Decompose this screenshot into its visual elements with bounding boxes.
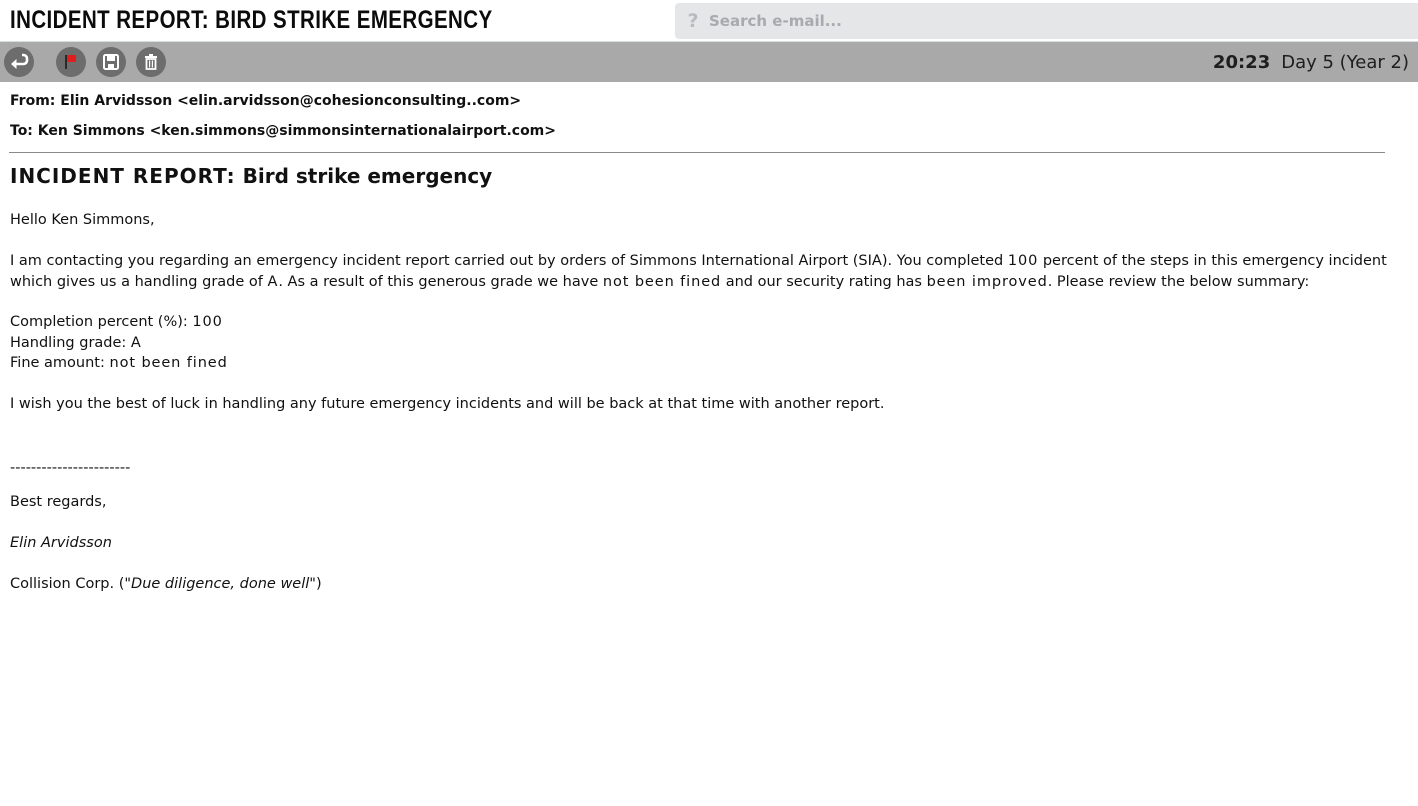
clock-time: 20:23	[1212, 51, 1271, 73]
grade-label: Handling grade:	[10, 335, 131, 351]
completion-value: 100	[192, 314, 223, 330]
summary-grade	[10, 333, 1395, 354]
p1-text-c: . As a result of this generous grade we have	[278, 273, 603, 290]
reply-icon	[9, 52, 29, 72]
summary-fine	[10, 353, 1395, 374]
signature-separator: -----------------------	[10, 460, 131, 476]
toolbar	[0, 42, 1418, 82]
from-line: From: Elin Arvidsson <elin.arvidsson@cohesionconsulting..com>	[10, 93, 522, 109]
delete-button[interactable]	[136, 47, 166, 77]
p1-text-b: percent of the steps in this emergency incident which gives us a handling grade of	[10, 253, 1387, 290]
save-icon	[102, 53, 120, 71]
p1-fine: not been fined	[602, 273, 722, 290]
p1-rating: been improved	[926, 273, 1048, 290]
fine-value: not been fined	[109, 355, 228, 371]
clock-day: Day 5 (Year 2)	[1281, 51, 1409, 73]
flag-button[interactable]	[56, 47, 86, 77]
flag-icon	[62, 53, 80, 71]
p1-text-d: and our security rating has	[721, 273, 927, 290]
help-icon: ?	[687, 10, 699, 32]
search-input[interactable]	[707, 11, 1311, 31]
grade-value: A	[130, 335, 142, 351]
p1-percent: 100	[1007, 253, 1039, 269]
greeting: Hello Ken Simmons,	[10, 212, 155, 228]
reply-button[interactable]	[4, 47, 34, 77]
window-title: INCIDENT REPORT: BIRD STRIKE EMERGENCY	[10, 6, 493, 34]
p1-text-a: I am contacting you regarding an emergency incident report carried out by orders of Simmons International Airport (SIA). You completed	[10, 253, 1008, 269]
title-bar	[0, 0, 1418, 42]
signature-name: Elin Arvidsson	[10, 535, 112, 551]
game-clock	[1213, 42, 1409, 82]
regards: Best regards,	[10, 494, 107, 510]
company-end: )	[315, 576, 322, 592]
company-name: Collision Corp. (	[10, 576, 125, 592]
subject-text: Bird strike emergency	[235, 164, 493, 188]
completion-label: Completion percent (%):	[10, 314, 193, 330]
company-motto: "Due diligence, done well"	[124, 576, 316, 592]
closing-line: I wish you the best of luck in handling any future emergency incidents and will be back at that time with another report.	[10, 396, 885, 412]
p1-text-e: . Please review the below summary:	[1047, 273, 1310, 290]
email-subject	[10, 164, 492, 188]
p1-grade: A	[267, 273, 279, 290]
header-divider	[9, 152, 1385, 153]
company-line	[10, 574, 1395, 595]
search-bar[interactable]	[675, 3, 1418, 39]
subject-prefix: INCIDENT REPORT:	[10, 164, 236, 188]
paragraph-main	[10, 251, 1395, 292]
trash-icon	[142, 53, 160, 71]
to-line: To: Ken Simmons <ken.simmons@simmonsinternationalairport.com>	[10, 123, 556, 139]
save-button[interactable]	[96, 47, 126, 77]
summary-completion	[10, 312, 1395, 333]
fine-label: Fine amount:	[10, 355, 110, 371]
